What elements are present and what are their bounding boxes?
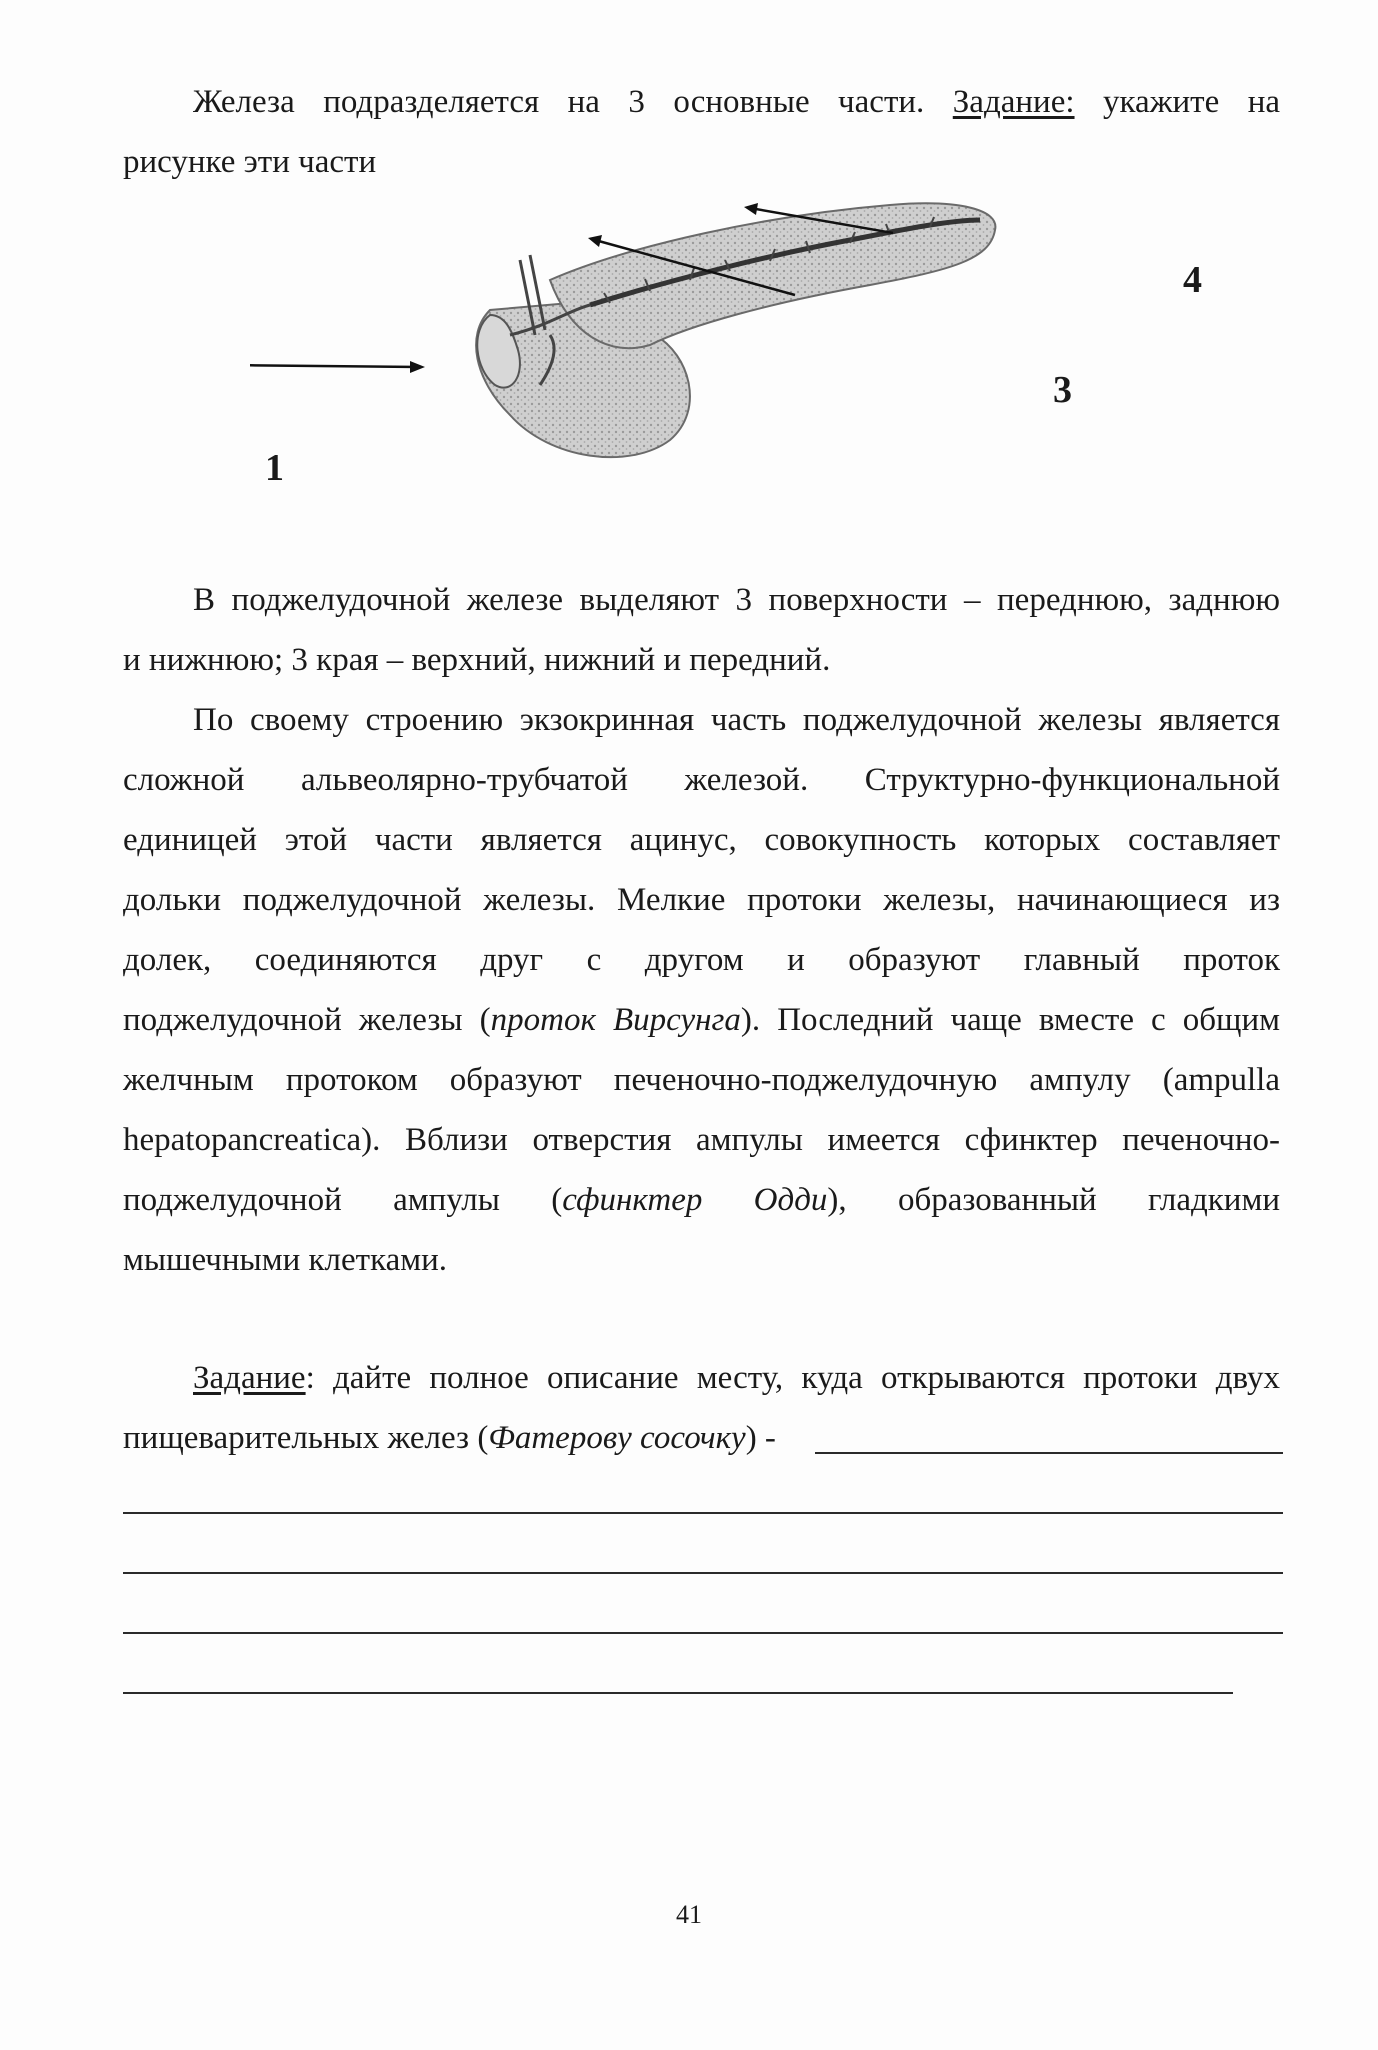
answer-blank-3[interactable] [123,1572,1283,1574]
answer-blank-2[interactable] [123,1512,1283,1514]
para2-line-4: дольки поджелудочной железы. Мелкие протоки железы, начинающиеся из [123,882,1280,918]
para1-line-2: и нижнюю; 3 края – верхний, нижний и передний. [123,642,831,678]
para2-line-7: желчным протоком образуют печеночно-поджелудочную ампулу (ampulla [123,1062,1280,1098]
task2-line-2: пищеварительных желез (Фатерову сосочку) - [123,1420,776,1456]
answer-blank-4[interactable] [123,1632,1283,1634]
label-1: 1 [265,447,284,489]
answer-blank-1[interactable] [815,1452,1283,1454]
task-label: Задание: [952,84,1075,120]
intro-line-1: Железа подразделяется на 3 основные части. Задание: укажите на [193,84,1281,120]
answer-blank-5[interactable] [123,1692,1233,1694]
para2-line-10: мышечными клетками. [123,1242,448,1278]
para2-line-5: долек, соединяются друг с другом и образуют главный проток [123,942,1280,978]
para1-line-1: В поджелудочной железе выделяют 3 поверхности – переднюю, заднюю [193,582,1280,618]
task2-label: Задание [193,1360,306,1396]
arrow-1 [250,365,420,367]
para2-line-1: По своему строению экзокринная часть поджелудочной железы является [193,702,1280,738]
pancreas-figure [250,185,1150,525]
para2-line-9: поджелудочной ампулы (сфинктер Одди), образованный гладкими [123,1182,1281,1218]
label-3: 3 [1053,369,1072,411]
para2-line-3: единицей этой части является ацинус, совокупность которых составляет [123,822,1280,858]
page-number: 41 [676,1900,702,1929]
task2-line-1: Задание: дайте полное описание месту, куда открываются протоки двух [193,1360,1280,1396]
intro-line-2: рисунке эти части [123,144,377,180]
para2-line-8: hepatopancreatica). Вблизи отверстия ампулы имеется сфинктер печеночно- [123,1122,1280,1158]
label-4: 4 [1183,259,1202,301]
para2-line-6: поджелудочной железы (проток Вирсунга). Последний чаще вместе с общим [123,1002,1280,1038]
para2-line-2: сложной альвеолярно-трубчатой железой. Структурно-функциональной [123,762,1280,798]
